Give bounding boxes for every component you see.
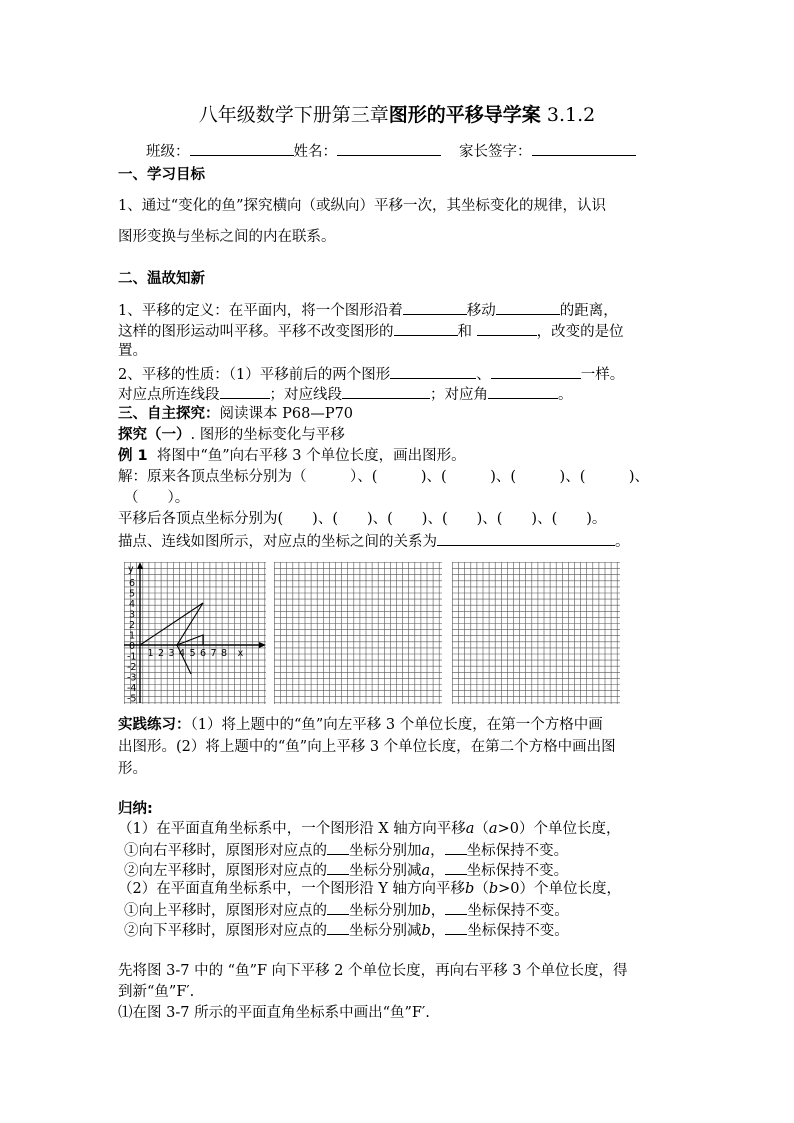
sum-blank-4[interactable] [445, 860, 467, 875]
var-b: b [465, 881, 475, 897]
y-tick-label: 0 [129, 641, 136, 652]
property-line-1 [118, 364, 624, 384]
y-axis-label: y [128, 564, 134, 575]
sum-l2d: 坐标保持不变。 [466, 843, 569, 859]
name-field[interactable] [337, 141, 441, 156]
coordinate-grid-2[interactable] [274, 562, 442, 704]
explore-rest: . 图形的坐标变化与平移 [190, 427, 345, 443]
sum-l3c: ， [430, 863, 445, 879]
sum-l6a: ②向下平移时，原图形对应点的 [124, 923, 327, 939]
title-bold: 图形的平移导学案 [388, 104, 541, 126]
practice-text-1: （1）将上题中的“鱼”向左平移 3 个单位长度，在第一个方格中画 [190, 717, 603, 733]
def-blank-1[interactable] [403, 300, 467, 315]
y-tick-label: 5 [129, 588, 136, 600]
def1c: 的距离， [559, 303, 618, 319]
solution-line-2: （ ）。 [124, 490, 190, 506]
relation-blank[interactable] [437, 531, 615, 546]
definition-line-2 [118, 321, 624, 341]
sum-l3d: 坐标保持不变。 [466, 863, 569, 879]
x-tick-label: 7 [210, 648, 217, 659]
practice-line-3: 形。 [118, 761, 147, 777]
x-tick-label: 3 [168, 648, 175, 659]
explore-heading [118, 426, 345, 444]
prop2d: 。 [558, 387, 573, 403]
prop-blank-2[interactable] [491, 364, 581, 379]
var-b: b [421, 923, 431, 939]
prop2c: ；对应角 [430, 387, 488, 403]
prop-blank-5[interactable] [488, 384, 558, 399]
def1b: 移动 [466, 303, 496, 319]
sum-l5a: ①向上平移时，原图形对应点的 [124, 903, 327, 919]
def2b: 和 [457, 324, 472, 340]
x-axis-label: x [237, 648, 244, 659]
y-tick-label: 3 [129, 609, 136, 621]
solution-line-4 [118, 531, 630, 551]
var-a: a [421, 863, 431, 879]
sum-l3b: 坐标分别减 [349, 863, 422, 879]
coordinate-grid-1[interactable] [124, 562, 266, 704]
title-prefix: 八年级数学下册第三章 [198, 104, 389, 126]
y-tick-label: -5 [127, 693, 137, 704]
prop1c: 一样。 [580, 367, 625, 383]
summary-heading: 归纳: [118, 801, 153, 817]
definition-line-3: 置。 [118, 343, 147, 359]
practice-label: 实践练习： [118, 717, 191, 733]
sum-blank-6[interactable] [445, 900, 467, 915]
var-a: a [421, 843, 431, 859]
prop-blank-4[interactable] [342, 384, 430, 399]
sol4b: 。 [615, 534, 630, 550]
section-3-rest: 阅读课本 P68—P70 [219, 406, 354, 422]
x-tick-label: 6 [200, 648, 207, 659]
parent-field[interactable] [532, 141, 636, 156]
sum-blank-2[interactable] [445, 840, 467, 855]
property-line-2 [118, 384, 573, 404]
summary-line-3 [124, 860, 568, 880]
y-tick-label: 1 [129, 630, 136, 642]
sum-blank-5[interactable] [327, 900, 349, 915]
prop2a: 对应点所连线段 [118, 387, 220, 403]
name-label: 姓名： [293, 144, 337, 160]
sum-l1: （1）在平面直角坐标系中，一个图形沿 X 轴方向平移 [118, 821, 466, 837]
y-tick-label: -2 [127, 662, 137, 673]
sum-l3a: ②向左平移时，原图形对应点的 [124, 863, 327, 879]
parent-label: 家长签字： [459, 144, 532, 160]
y-tick-label: -1 [127, 651, 137, 663]
goal-line-1: 1、通过“变化的鱼”探究横向（或纵向）平移一次，其坐标变化的规律，认识 [118, 198, 607, 214]
var-b: b [488, 881, 499, 897]
section-3-heading [118, 405, 353, 423]
sum-l2b: 坐标分别加 [349, 843, 422, 859]
y-tick-label: -3 [127, 672, 137, 684]
def-blank-4[interactable] [477, 321, 537, 336]
task-line-3: ⑴在图 3-7 所示的平面直角坐标系中画出“鱼”F′. [118, 1005, 430, 1021]
y-tick-label: 6 [129, 578, 136, 589]
example-label: 例 1 [118, 448, 148, 464]
sum-l2c: ， [430, 843, 445, 859]
task-line-2: 到新“鱼”F′. [118, 984, 195, 1000]
fish-figure [140, 603, 203, 674]
x-tick-label: 1 [147, 648, 154, 659]
solution-line-3: 平移后各顶点坐标分别为( )、( )、( )、( )、( )、( )。 [118, 511, 607, 527]
summary-line-5 [124, 900, 569, 920]
example-line [118, 447, 466, 465]
y-tick-label: 4 [129, 599, 136, 610]
def2c: ，改变的是位 [536, 324, 624, 340]
practice-line-2: 出图形。(2）将上题中的“鱼”向上平移 3 个单位长度，在第二个方格中画出图 [118, 739, 616, 755]
task-line-1: 先将图 3-7 中的 “鱼”F 向下平移 2 个单位长度，再向右平移 3 个单位长度，得 [118, 963, 628, 979]
x-tick-label: 2 [158, 648, 165, 659]
var-a: a [488, 821, 498, 837]
prop-blank-1[interactable] [390, 364, 476, 379]
var-b: b [421, 903, 431, 919]
section-2-heading: 二、温故知新 [118, 271, 205, 287]
def-blank-2[interactable] [496, 300, 560, 315]
summary-line-6 [124, 920, 569, 940]
definition-line-1 [118, 300, 618, 320]
sum-blank-3[interactable] [327, 860, 349, 875]
explore-bold: 探究（一） [118, 427, 191, 443]
var-a: a [465, 821, 475, 837]
y-tick-label: -4 [127, 683, 137, 694]
class-label: 班级： [146, 144, 190, 160]
x-tick-label: 8 [221, 648, 228, 659]
info-line [146, 141, 636, 161]
sum-l4b: （ [474, 881, 489, 897]
y-tick-label: 2 [129, 620, 136, 631]
prop1a: 2、平移的性质：（1）平移前后的两个图形 [118, 367, 391, 383]
sum-blank-7[interactable] [327, 920, 349, 935]
sum-l1c: >0）个单位长度， [497, 821, 621, 837]
practice-line-1 [118, 716, 603, 734]
summary-line-4 [118, 880, 621, 898]
class-field[interactable] [190, 141, 294, 156]
sum-l4: （2）在平面直角坐标系中，一个图形沿 Y 轴方向平移 [118, 881, 466, 897]
sum-l6c: ， [430, 923, 446, 939]
def2a: 这样的图形运动叫平移。平移不改变图形的 [118, 324, 394, 340]
x-tick-label: 5 [189, 648, 196, 659]
sum-l5b: 坐标分别加 [349, 903, 422, 919]
sum-l6d: 坐标保持不变。 [467, 923, 569, 939]
sum-blank-1[interactable] [327, 840, 349, 855]
section-3-title: 三、自主探究： [118, 406, 220, 422]
sum-l6b: 坐标分别减 [349, 923, 422, 939]
y-axis-arrow [137, 562, 143, 569]
summary-line-2 [124, 840, 568, 860]
sum-blank-8[interactable] [445, 920, 467, 935]
def-blank-3[interactable] [394, 321, 458, 336]
goal-line-2: 图形变换与坐标之间的内在联系。 [118, 229, 336, 245]
sum-l2a: ①向右平移时，原图形对应点的 [124, 843, 327, 859]
sum-l1b: （ [474, 821, 489, 837]
page-title [0, 106, 794, 124]
sum-l4c: >0）个单位长度， [498, 881, 621, 897]
sum-l5d: 坐标保持不变。 [467, 903, 569, 919]
section-1-heading: 一、学习目标 [118, 167, 205, 183]
coordinate-grid-3[interactable] [452, 562, 620, 704]
sum-l5c: ， [430, 903, 446, 919]
prop-blank-3[interactable] [220, 384, 270, 399]
sol4a: 描点、连线如图所示，对应点的坐标之间的关系为 [118, 534, 437, 550]
title-suffix: 3.1.2 [540, 104, 596, 126]
solution-line-1: 解：原来各顶点坐标分别为（ ）、( )、( )、( )、( )、 [118, 469, 650, 485]
x-tick-label: 4 [179, 648, 186, 659]
example-text: 将图中“鱼”向右平移 3 个单位长度，画出图形。 [156, 448, 466, 464]
summary-line-1 [118, 820, 620, 838]
def1a: 1、平移的定义：在平面内，将一个图形沿着 [118, 303, 403, 319]
prop2b: ；对应线段 [269, 387, 342, 403]
prop1b: 、 [476, 367, 491, 383]
